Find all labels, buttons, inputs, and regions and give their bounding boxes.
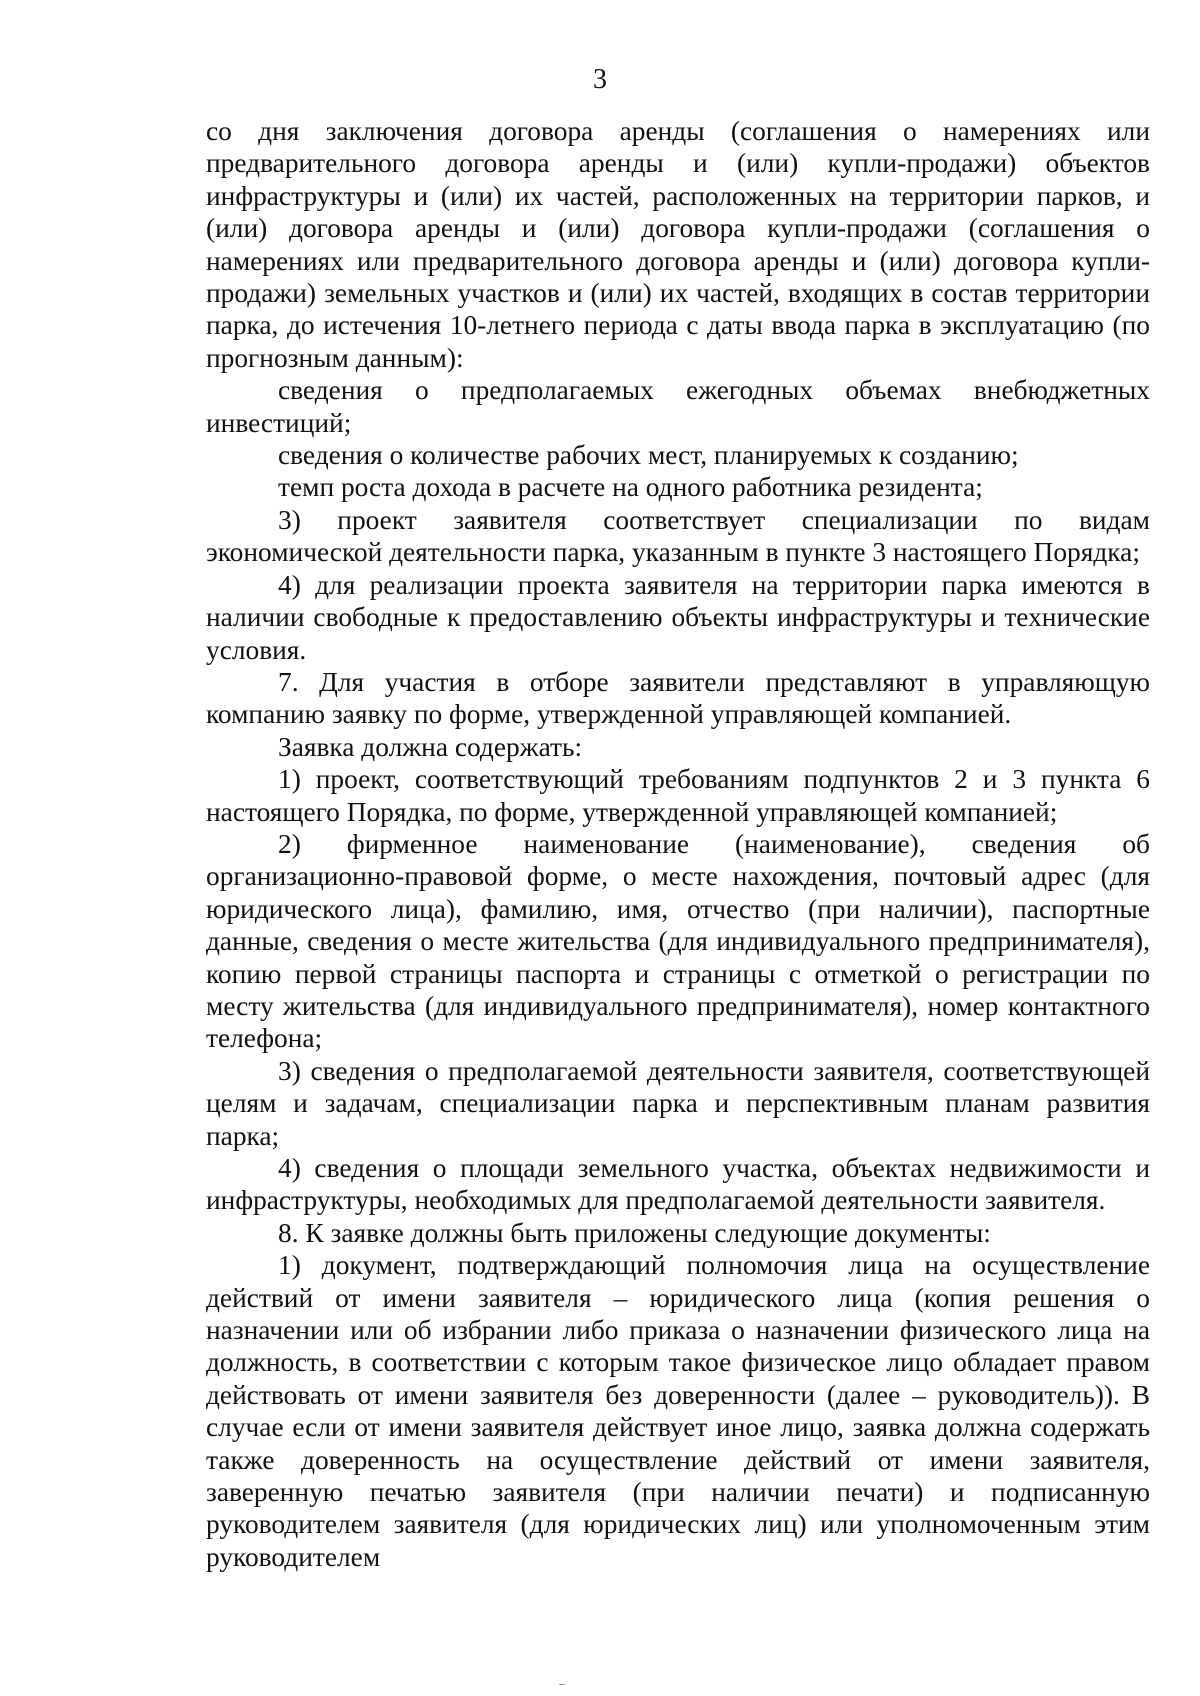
paragraph-contents-item-2: 2) фирменное наименование (наименование), сведения об организационно-правовой форме, о месте нахождения, почтовый адрес (для юридического лица), фамилию, имя, отчество (при наличии), паспортные данные, сведения о месте жительства (для индивидуального предпринимателя), копию первой страницы паспорта и страницы с отметкой о регистрации по месту жительства (для индивидуального предпринимателя), номер контактного телефона; — [206, 828, 1150, 1054]
document-body — [206, 115, 1150, 1573]
paragraph-jobs-info: сведения о количестве рабочих мест, планируемых к созданию; — [278, 440, 1019, 471]
paragraph-contents-item-4: 4) сведения о площади земельного участка, объектах недвижимости и инфраструктуры, необходимых для предполагаемой деятельности заявителя. — [206, 1153, 1150, 1216]
paragraph-contents-item-3: 3) сведения о предполагаемой деятельности заявителя, соответствующей целям и задачам, специализации парка и перспективным планам развития парка; — [206, 1055, 1150, 1151]
paragraph-clause-7: 7. Для участия в отборе заявители представляют в управляющую компанию заявку по форме, утвержденной управляющей компанией. — [206, 666, 1150, 730]
paragraph-item-3-specialization: 3) проект заявителя соответствует специализации по видам экономической деятельности парка, указанным в пункте 3 настоящего Порядка; — [206, 504, 1150, 568]
paragraph-application-contents: Заявка должна содержать: — [278, 731, 583, 762]
paragraph-income-growth: темп роста дохода в расчете на одного работника резидента; — [278, 472, 983, 503]
paragraph-item-4-infrastructure: 4) для реализации проекта заявителя на территории парка имеются в наличии свободные к предоставлению объекты инфраструктуры и технические условия. — [206, 569, 1150, 665]
paragraph-investment-info: сведения о предполагаемых ежегодных объемах внебюджетных инвестиций; — [206, 375, 1150, 438]
paragraph-clause-8: 8. К заявке должны быть приложены следующие документы: — [278, 1217, 991, 1248]
page-number: 3 — [593, 64, 607, 95]
paragraph-documents-item-1: 1) документ, подтверждающий полномочия лица на осуществление действий от имени заявителя – юридического лица (копия решения о назначении или об избрании либо приказа о назначении физического лица на должность, в соответствии с которым такое физическое лицо обладает правом действовать от имени заявителя без доверенности (далее – руководитель)). В случае если от имени заявителя действует иное лицо, заявка должна содержать также доверенность на осуществление действий от имени заявителя, заверенную печатью заявителя (при наличии печати) и подписанную руководителем заявителя (для юридических лиц) или уполномоченным этим руководителем — [206, 1250, 1150, 1572]
scan-artifact — [559, 1684, 565, 1685]
paragraph-contents-item-1: 1) проект, соответствующий требованиям подпунктов 2 и 3 пункта 6 настоящего Порядка, по форме, утвержденной управляющей компанией; — [206, 764, 1150, 827]
paragraph-timeframe-intro: со дня заключения договора аренды (соглашения о намерениях или предварительного договора аренды и (или) купли-продажи) объектов инфраструктуры и (или) их частей, расположенных на территории парков, и (или) договора аренды и (или) договора купли-продажи (соглашения о намерениях или предварительного договора аренды и (или) договора купли-продажи) земельных участков и (или) их частей, входящих в состав территории парка, до истечения 10-летнего периода с даты ввода парка в эксплуатацию (по прогнозным данным): — [206, 116, 1150, 373]
